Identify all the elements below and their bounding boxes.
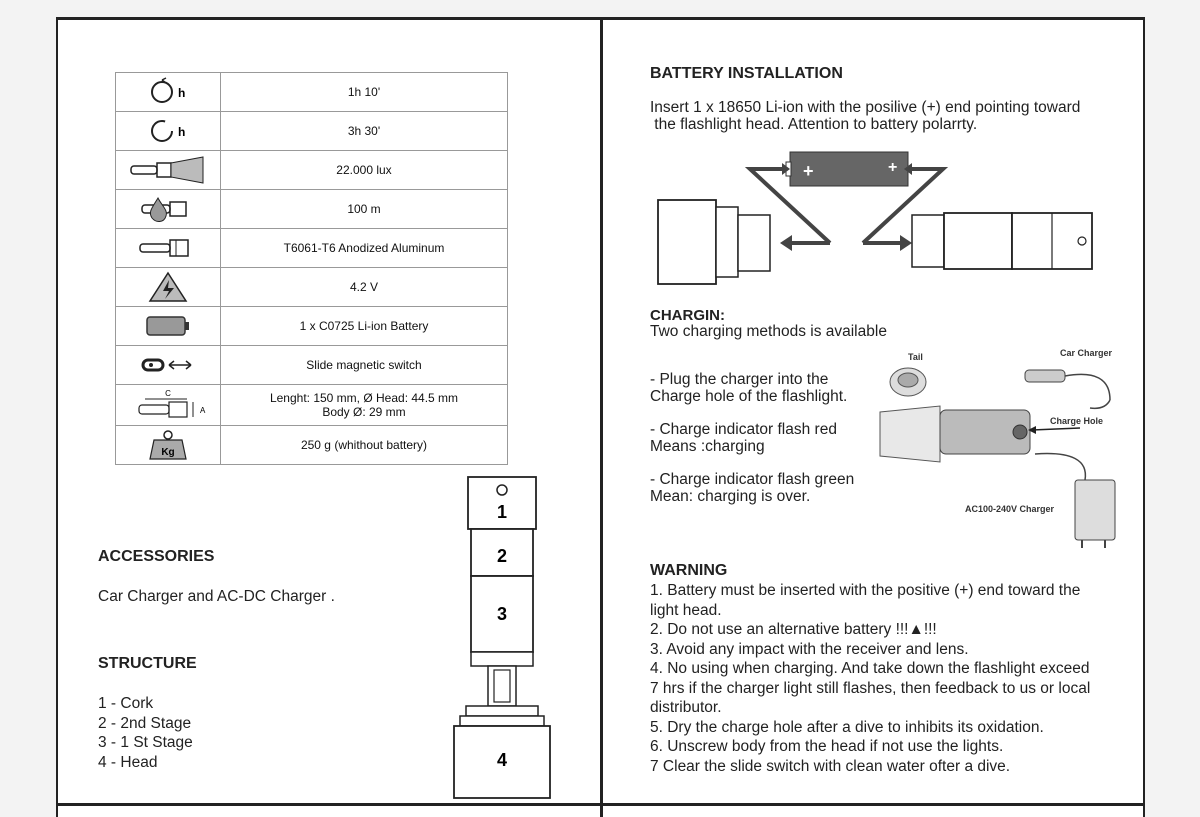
runtime-high-icon bbox=[116, 73, 221, 112]
battery-icon bbox=[116, 307, 221, 346]
dimensions-icon bbox=[116, 385, 221, 426]
spec-row bbox=[116, 190, 508, 229]
battery-plus: + bbox=[803, 161, 814, 181]
weight-icon bbox=[116, 426, 221, 465]
charging-diagram bbox=[870, 340, 1130, 550]
tail-label: Tail bbox=[908, 352, 923, 362]
spec-row bbox=[116, 73, 508, 112]
spec-row bbox=[116, 229, 508, 268]
list-item: 4 - Head bbox=[98, 753, 158, 771]
charging-subtitle: Two charging methods is available bbox=[650, 323, 887, 340]
instruction-line: the flashlight head. Attention to battery polarrty. bbox=[650, 116, 978, 133]
warning-line: 4. No using when charging. And take down the flashlight exceed bbox=[650, 660, 1090, 677]
spec-row bbox=[116, 112, 508, 151]
spec-row bbox=[116, 385, 508, 426]
car-charger-label: Car Charger bbox=[1060, 348, 1113, 358]
column-divider bbox=[600, 17, 603, 817]
battery-instructions bbox=[650, 99, 1080, 133]
spec-value: 1h 10' bbox=[221, 73, 508, 112]
warning-list bbox=[650, 581, 1090, 776]
spec-table bbox=[115, 72, 508, 465]
spec-value: Slide magnetic switch bbox=[221, 346, 508, 385]
kg-label: Kg bbox=[161, 447, 175, 458]
charging-step bbox=[650, 471, 854, 505]
structure-number: 4 bbox=[496, 750, 508, 770]
spec-row bbox=[116, 151, 508, 190]
material-icon bbox=[116, 229, 221, 268]
instruction-line: Insert 1 x 18650 Li-ion with the posilive (+) end pointing toward bbox=[650, 99, 1081, 116]
charging-step-line: - Charge indicator flash red bbox=[650, 421, 837, 438]
charge-hole-label: Charge Hole bbox=[1050, 416, 1104, 426]
charging-step bbox=[650, 421, 837, 455]
warning-line: 7 hrs if the charger light still flashes, then feedback to us or local bbox=[650, 679, 1091, 697]
warning-line: light head. bbox=[650, 601, 722, 619]
accessories-text: Car Charger and AC-DC Charger . bbox=[98, 588, 335, 605]
battery-plus: + bbox=[888, 159, 898, 176]
list-item: 3 - 1 St Stage bbox=[98, 734, 193, 751]
structure-heading: STRUCTURE bbox=[98, 655, 197, 672]
spec-value: 4.2 V bbox=[221, 268, 508, 307]
spec-value: 250 g (whithout battery) bbox=[221, 426, 508, 465]
spec-value: 22.000 lux bbox=[221, 151, 508, 190]
warning-line: 1. Battery must be inserted with the positive (+) end toward the bbox=[650, 582, 1081, 599]
voltage-icon bbox=[116, 268, 221, 307]
h-label: h bbox=[178, 86, 186, 100]
spec-row bbox=[116, 307, 508, 346]
structure-number: 3 bbox=[496, 604, 508, 624]
charging-heading: CHARGIN: bbox=[650, 307, 725, 324]
warning-heading: WARNING bbox=[650, 562, 728, 579]
switch-icon bbox=[116, 346, 221, 385]
spec-value: 1 x C0725 Li-ion Battery bbox=[221, 307, 508, 346]
charging-step-line: - Charge indicator flash green bbox=[650, 471, 855, 488]
depth-icon bbox=[116, 190, 221, 229]
structure-list bbox=[98, 694, 193, 772]
ac-charger-label: AC100-240V Charger bbox=[965, 504, 1055, 514]
spec-row bbox=[116, 268, 508, 307]
list-item: 2 - 2nd Stage bbox=[98, 714, 192, 732]
h-label: h bbox=[178, 125, 186, 139]
list-item: 1 - Cork bbox=[98, 695, 154, 712]
spec-value-line: Body Ø: 29 mm bbox=[322, 405, 406, 419]
warning-line: 3. Avoid any impact with the receiver and lens. bbox=[650, 640, 969, 658]
a-label: A bbox=[200, 406, 206, 415]
spec-value: T6061-T6 Anodized Aluminum bbox=[221, 229, 508, 268]
charging-step-line: - Plug the charger into the bbox=[650, 371, 829, 388]
structure-number: 2 bbox=[496, 546, 508, 566]
runtime-low-icon bbox=[116, 112, 221, 151]
battery-installation-heading: BATTERY INSTALLATION bbox=[650, 65, 843, 82]
page-bottom-border bbox=[56, 803, 1145, 806]
accessories-heading: ACCESSORIES bbox=[98, 548, 215, 565]
warning-line: 7 Clear the slide switch with clean water ofter a dive. bbox=[650, 757, 1011, 775]
warning-line: distributor. bbox=[650, 699, 722, 716]
spec-value: 100 m bbox=[221, 190, 508, 229]
spec-value bbox=[221, 385, 508, 426]
charging-step-line: Means :charging bbox=[650, 438, 765, 455]
charging-step bbox=[650, 371, 847, 405]
flashlight-structure-diagram bbox=[440, 472, 570, 807]
charging-step-line: Mean: charging is over. bbox=[650, 488, 811, 505]
spec-row bbox=[116, 426, 508, 465]
spec-row bbox=[116, 346, 508, 385]
spec-value: 3h 30' bbox=[221, 112, 508, 151]
battery-installation-diagram bbox=[650, 145, 1110, 295]
spec-value-line: Lenght: 150 mm, Ø Head: 44.5 mm bbox=[269, 391, 459, 405]
warning-line: 2. Do not use an alternative battery !!!▲!!! bbox=[650, 621, 937, 638]
beam-lux-icon bbox=[116, 151, 221, 190]
warning-line: 5. Dry the charge hole after a dive to inhibits its oxidation. bbox=[650, 718, 1044, 736]
charging-step-line: Charge hole of the flashlight. bbox=[650, 388, 848, 405]
warning-line: 6. Unscrew body from the head if not use the lights. bbox=[650, 738, 1004, 755]
c-label: C bbox=[165, 389, 171, 398]
structure-number: 1 bbox=[496, 502, 508, 522]
